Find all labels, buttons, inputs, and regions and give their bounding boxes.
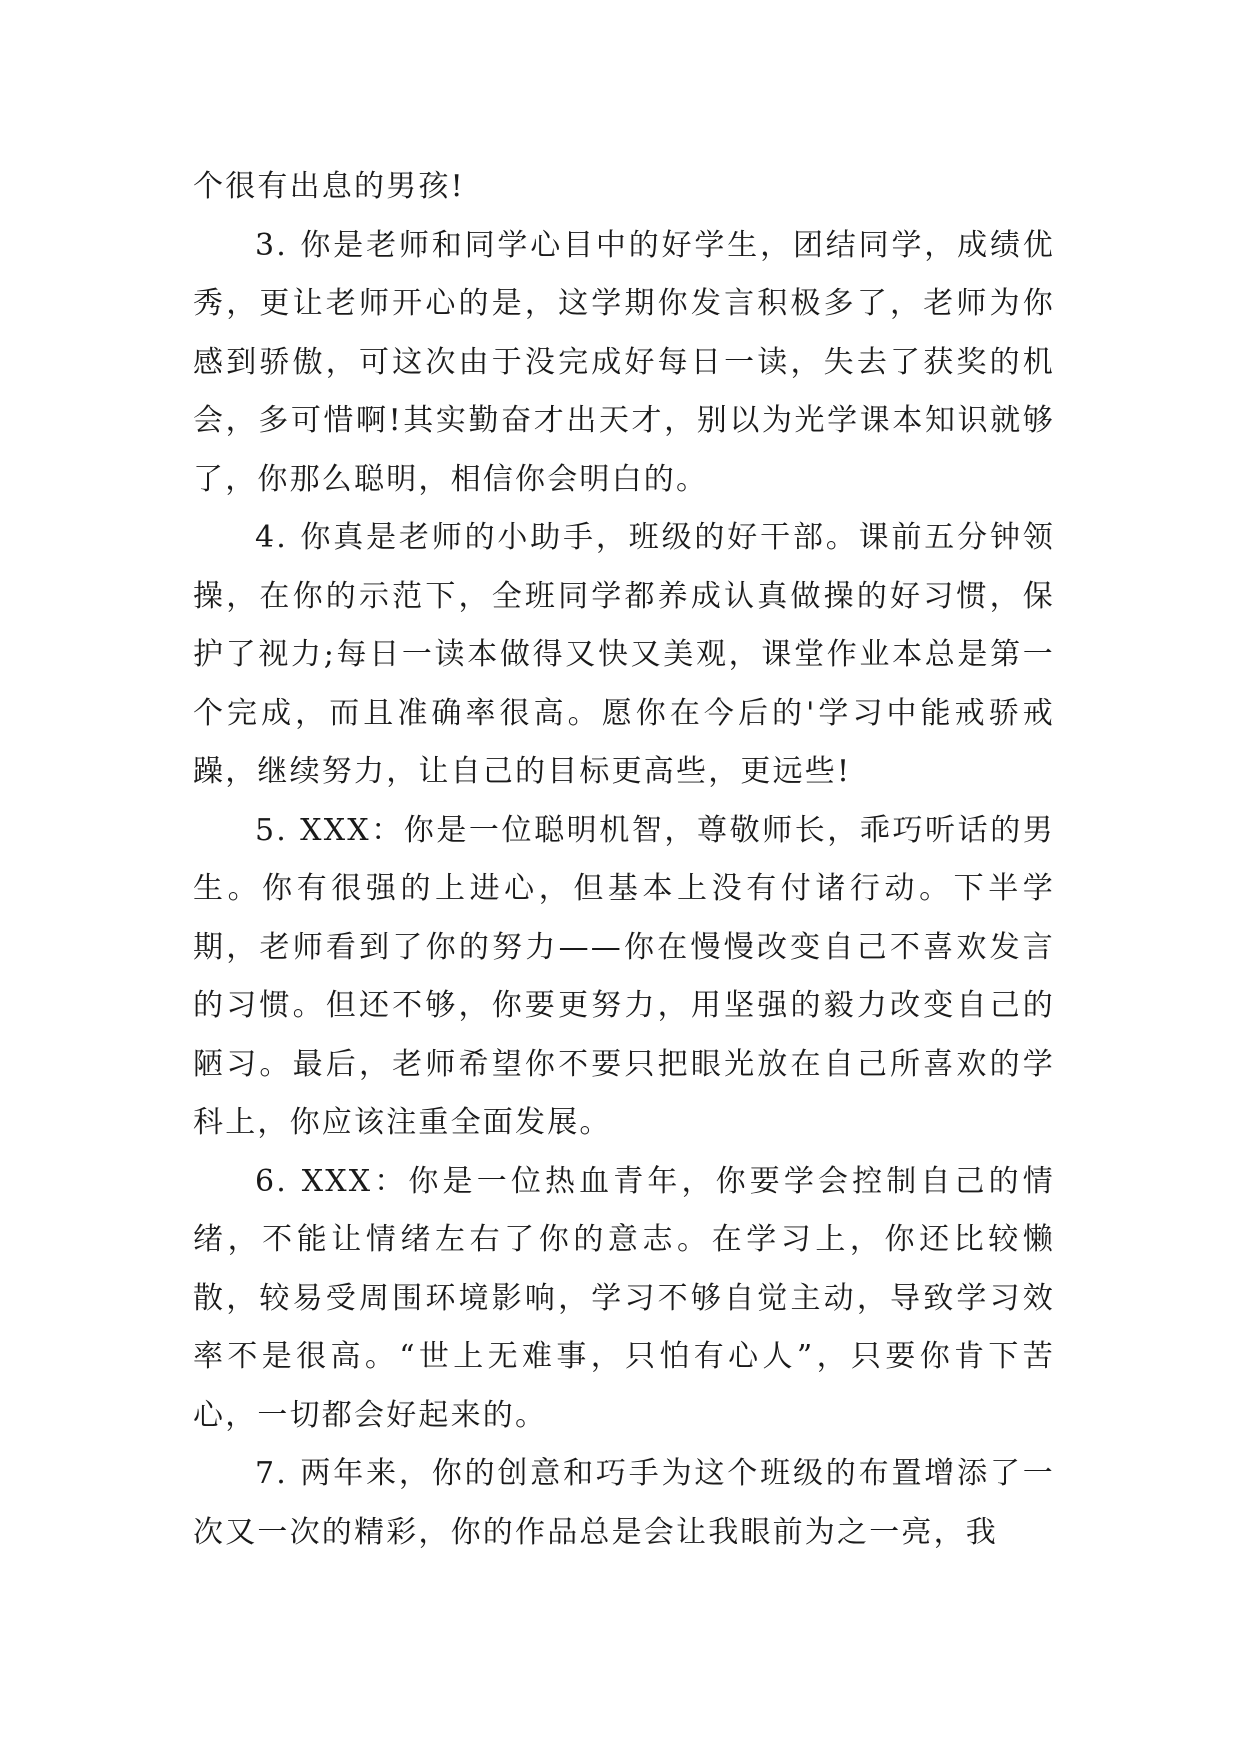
paragraph-comment-4: 4. 你真是老师的小助手，班级的好干部。课前五分钟领操，在你的示范下，全班同学都养成认真做操的好习惯，保护了视力;每日一读本做得又快又美观，课堂作业本总是第一个完成，而且准确率很高。愿你在今后的'学习中能戒骄戒躁，继续努力，让自己的目标更高些，更远些! [193,520,1055,789]
paragraph-comment-7: 7. 两年来，你的创意和巧手为这个班级的布置增添了一次又一次的精彩，你的作品总是会让我眼前为之一亮，我 [193,1456,1055,1550]
document-page [193,158,1055,1562]
paragraph-comment-3: 3. 你是老师和同学心目中的好学生，团结同学，成绩优秀，更让老师开心的是，这学期你发言积极多了，老师为你感到骄傲，可这次由于没完成好每日一读，失去了获奖的机会，多可惜啊!其实勤奋才出天才，别以为光学课本知识就够了，你那么聪明，相信你会明白的。 [193,227,1055,497]
paragraph-comment-6: 6. XXX：你是一位热血青年，你要学会控制自己的情绪，不能让情绪左右了你的意志。在学习上，你还比较懒散，较易受周围环境影响，学习不够自觉主动，导致学习效率不是很高。“世上无难事，只怕有心人”，只要你肯下苦心，一切都会好起来的。 [193,1163,1055,1433]
paragraph-continuation: 个很有出息的男孩! [193,169,465,204]
paragraph-comment-5: 5. XXX：你是一位聪明机智，尊敬师长，乖巧听话的男生。你有很强的上进心，但基本上没有付诸行动。下半学期，老师看到了你的努力——你在慢慢改变自己不喜欢发言的习惯。但还不够，你要更努力，用坚强的毅力改变自己的陋习。最后，老师希望你不要只把眼光放在自己所喜欢的学科上，你应该注重全面发展。 [193,812,1055,1140]
